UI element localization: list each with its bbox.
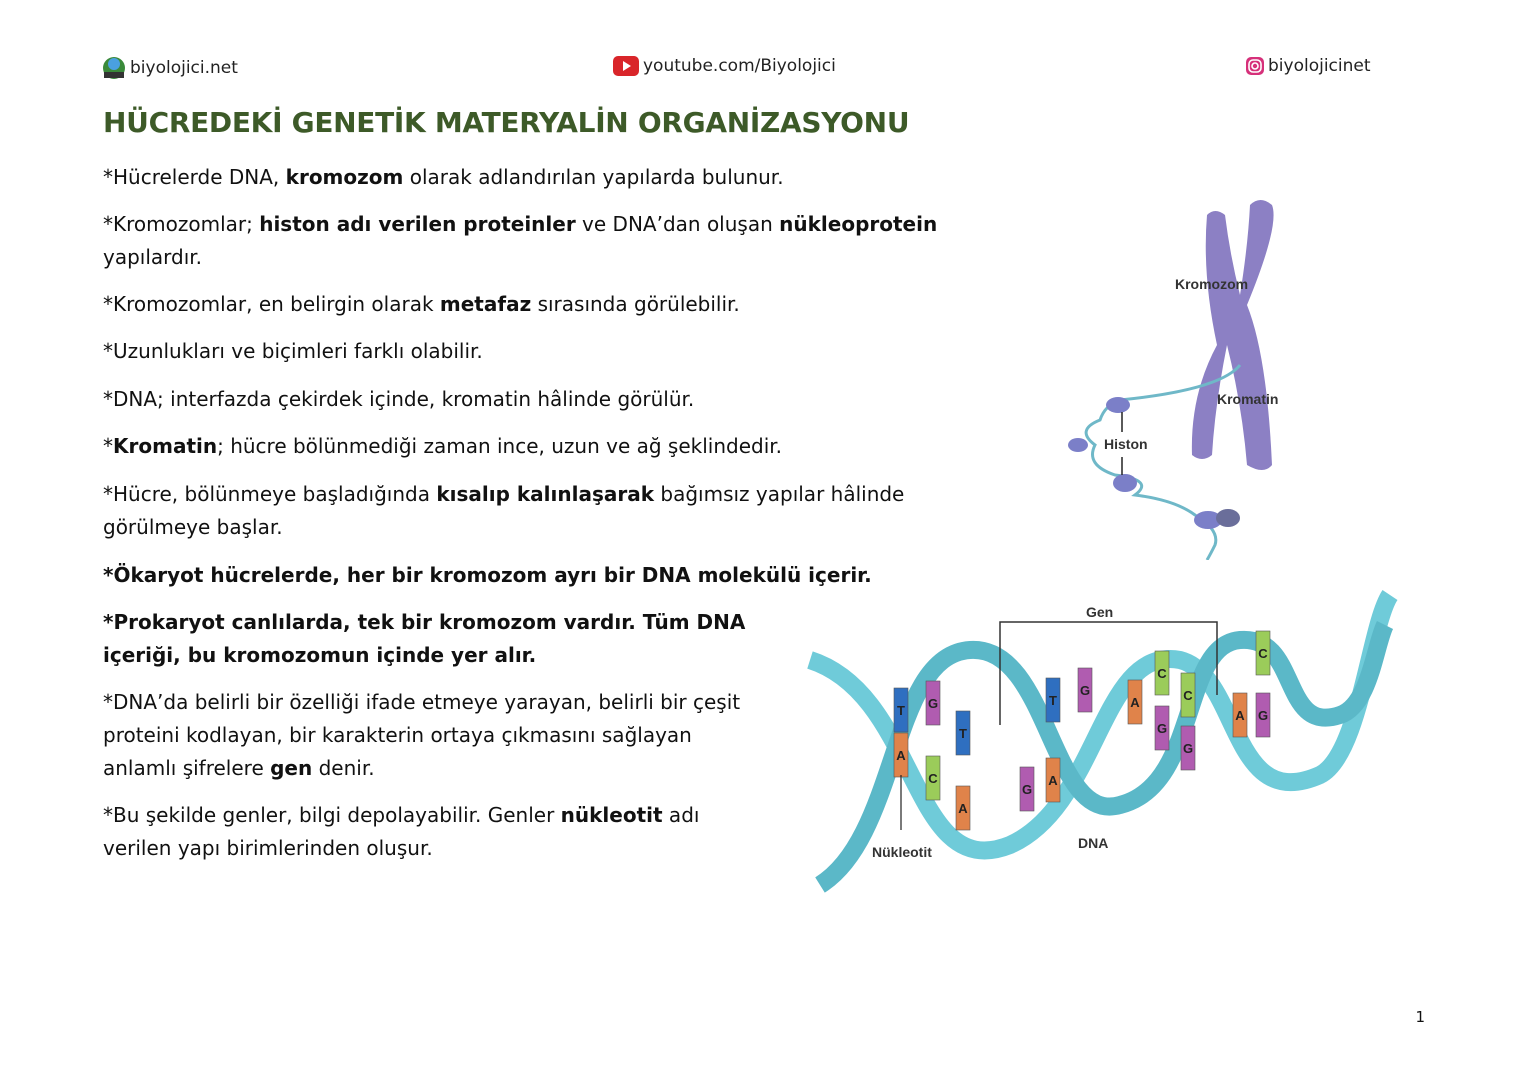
nucleosome (1068, 438, 1088, 452)
nucleotide-letter: T (959, 726, 967, 741)
nucleotide-letter: C (928, 771, 938, 786)
paragraph-8: *Ökaryot hücrelerde, her bir kromozom ayrı bir DNA molekülü içerir. (103, 563, 872, 587)
instagram-label: biyolojicinet (1268, 56, 1371, 76)
nucleotide-letter: A (1130, 695, 1140, 710)
header-website[interactable] (102, 56, 238, 80)
header-instagram[interactable] (1246, 56, 1371, 76)
nucleotide-letter: C (1157, 666, 1167, 681)
website-label: biyolojici.net (130, 58, 238, 78)
paragraph-4: *Uzunlukları ve biçimleri farklı olabilir. (103, 339, 483, 363)
chromosome-figure (1050, 190, 1350, 560)
page-title: HÜCREDEKİ GENETİK MATERYALİN ORGANİZASYONU (103, 106, 910, 139)
nucleotide-letter: A (1048, 773, 1058, 788)
label-gen: Gen (1086, 604, 1114, 620)
chromosome-shape (1192, 200, 1274, 470)
youtube-label: youtube.com/Biyolojici (643, 56, 836, 76)
nucleotide-letter: G (927, 696, 939, 711)
header-youtube[interactable] (613, 56, 836, 76)
paragraph-2: *Kromozomlar; histon adı verilen proteinler ve DNA’dan oluşan nükleoprotein yapılardır. (103, 212, 938, 269)
label-nukleotit: Nükleotit (872, 844, 932, 860)
nucleotide-letter: A (896, 748, 906, 763)
paragraph-1: *Hücrelerde DNA, kromozom olarak adlandırılan yapılarda bulunur. (103, 165, 784, 189)
nucleotide-letter: G (1156, 721, 1168, 736)
frog-logo-icon (102, 56, 126, 80)
nucleotide-letter: G (1079, 683, 1091, 698)
nucleosome (1113, 474, 1137, 492)
label-dna: DNA (1078, 835, 1109, 851)
nucleotide-letter: G (1182, 741, 1194, 756)
label-histon: Histon (1104, 436, 1148, 452)
label-kromozom: Kromozom (1175, 276, 1249, 292)
nucleotide-letter: C (1183, 688, 1193, 703)
paragraph-6: *Kromatin; hücre bölünmediği zaman ince, uzun ve ağ şeklindedir. (103, 434, 783, 458)
paragraph-9: *Prokaryot canlılarda, tek bir kromozom vardır. Tüm DNA içeriği, bu kromozomun içinde yer alır. (103, 610, 746, 667)
nucleotide-letter: A (958, 801, 968, 816)
nucleotide-letter: A (1235, 708, 1245, 723)
nucleotide-letter: T (1049, 693, 1057, 708)
dna-figure (800, 585, 1400, 895)
page-number: 1 (1415, 1008, 1425, 1026)
paragraph-3: *Kromozomlar, en belirgin olarak metafaz sırasında görülebilir. (103, 292, 740, 316)
nucleosome (1216, 509, 1240, 527)
youtube-icon (613, 56, 639, 76)
label-kromatin: Kromatin (1217, 391, 1279, 407)
paragraph-5: *DNA; interfazda çekirdek içinde, kromatin hâlinde görülür. (103, 387, 695, 411)
paragraph-7: *Hücre, bölünmeye başladığında kısalıp kalınlaşarak bağımsız yapılar hâlinde görülmeye başlar. (103, 482, 905, 539)
nucleotide-letter: T (897, 703, 905, 718)
nucleosome (1106, 397, 1130, 413)
nucleotide-letter: C (1258, 646, 1268, 661)
paragraph-10: *DNA’da belirli bir özelliği ifade etmeye yarayan, belirli bir çeşit proteini kodlayan, bir karakterin ortaya çıkmasını sağlayan anlamlı şifrelere gen denir. (103, 690, 741, 780)
instagram-icon (1246, 57, 1264, 75)
nucleotide-letter: G (1021, 782, 1033, 797)
paragraph-11: *Bu şekilde genler, bilgi depolayabilir. Genler nükleotit adı verilen yapı birimlerinden oluşur. (103, 803, 700, 860)
nucleotide-letter: G (1257, 708, 1269, 723)
